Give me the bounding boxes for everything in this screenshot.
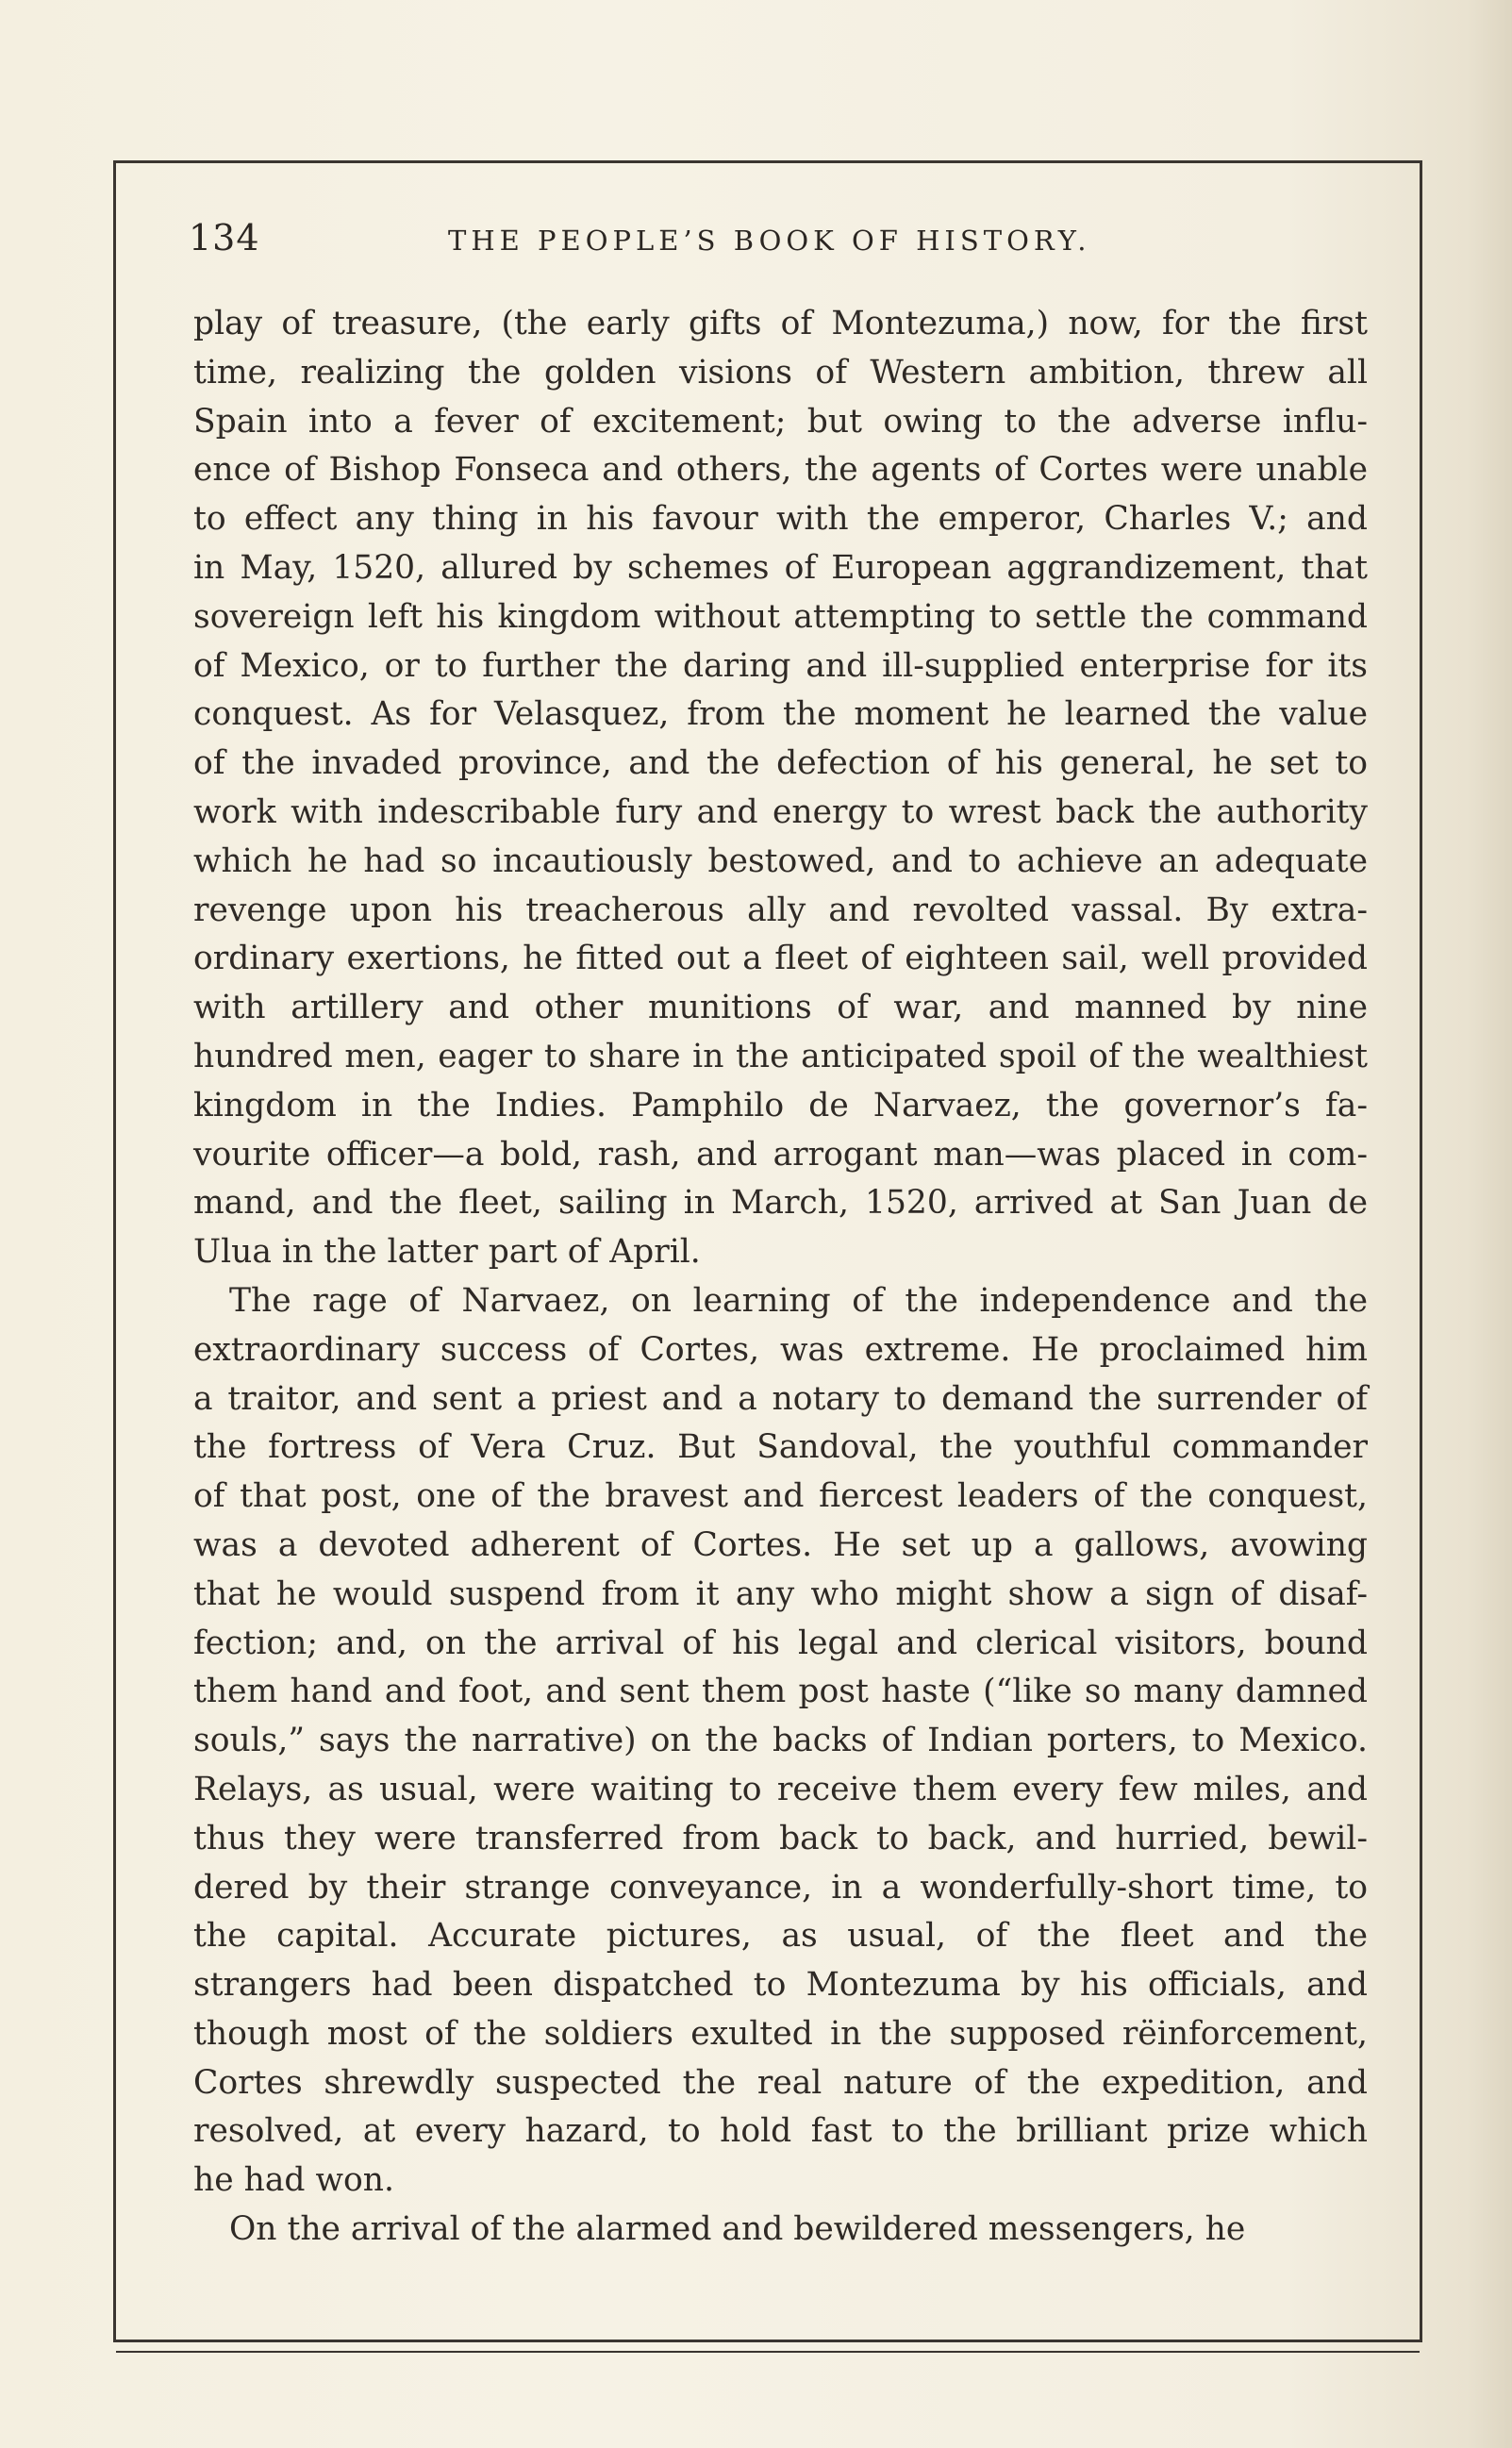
text-line: revenge upon his treacherous ally and revolted vassal. By extra-: [193, 891, 1368, 929]
text-line: them hand and foot, and sent them post haste (“like so many damned: [193, 1673, 1368, 1711]
text-line: vourite officer—a bold, rash, and arrogant man—was placed in com-: [193, 1135, 1368, 1174]
text-line: time, realizing the golden visions of Western ambition, threw all: [193, 353, 1368, 391]
text-line: mand, and the fleet, sailing in March, 1520, arrived at San Juan de: [193, 1184, 1368, 1223]
text-line: fection; and, on the arrival of his legal and clerical visitors, bound: [193, 1624, 1368, 1662]
text-line: to effect any thing in his favour with the emperor, Charles V.; and: [193, 500, 1368, 539]
text-line: thus they were transferred from back to back, and hurried, bewil-: [193, 1819, 1368, 1857]
text-line: which he had so incautiously bestowed, and to achieve an adequate: [193, 841, 1368, 880]
text-line: kingdom in the Indies. Pamphilo de Narvaez, the governor’s fa-: [193, 1086, 1368, 1124]
text-line: the capital. Accurate pictures, as usual, of the fleet and the: [193, 1917, 1368, 1956]
text-line: Cortes shrewdly suspected the real nature of the expedition, and: [193, 2063, 1368, 2102]
text-line: extraordinary success of Cortes, was extreme. He proclaimed him: [193, 1330, 1368, 1369]
text-line: in May, 1520, allured by schemes of European aggrandizement, that: [193, 548, 1368, 587]
text-line: was a devoted adherent of Cortes. He set up a gallows, avowing: [193, 1525, 1368, 1564]
text-line: play of treasure, (the early gifts of Montezuma,) now, for the first: [193, 305, 1368, 342]
text-line: conquest. As for Velasquez, from the moment he learned the value: [193, 695, 1368, 734]
text-line: dered by their strange conveyance, in a wonderfully-short time, to: [193, 1868, 1368, 1907]
text-line: The rage of Narvaez, on learning of the independence and the: [229, 1281, 1368, 1320]
text-line: he had won.: [193, 2161, 394, 2200]
text-line: souls,” says the narrative) on the backs of Indian porters, to Mexico.: [193, 1722, 1368, 1760]
text-line: ordinary exertions, he fitted out a fleet of eighteen sail, well provided: [193, 940, 1368, 978]
text-line: of that post, one of the bravest and fiercest leaders of the conquest,: [193, 1477, 1368, 1516]
text-line: strangers had been dispatched to Montezuma by his officials, and: [193, 1966, 1368, 2005]
text-line: sovereign left his kingdom without attempting to settle the command: [193, 597, 1368, 636]
text-line: with artillery and other munitions of war, and manned by nine: [193, 989, 1368, 1027]
text-line: Ulua in the latter part of April.: [193, 1233, 701, 1272]
text-line: ence of Bishop Fonseca and others, the agents of Cortes were unable: [193, 451, 1368, 490]
text-line: work with indescribable fury and energy to wrest back the authority: [193, 792, 1368, 831]
text-line: resolved, at every hazard, to hold fast to the brilliant prize which: [193, 2112, 1368, 2151]
text-line: that he would suspend from it any who might show a sign of disaf-: [193, 1574, 1368, 1613]
text-line: Relays, as usual, were waiting to receive them every few miles, and: [193, 1770, 1368, 1808]
text-line: hundred men, eager to share in the anticipated spoil of the wealthiest: [193, 1037, 1368, 1075]
text-line: Spain into a fever of excitement; but owing to the adverse influ-: [193, 402, 1368, 441]
page-number: 134: [189, 217, 260, 258]
running-head: [189, 217, 1349, 274]
text-line: On the arrival of the alarmed and bewildered messengers, he: [229, 2210, 1246, 2249]
text-line: a traitor, and sent a priest and a notary to demand the surrender of: [193, 1379, 1368, 1418]
text-line: the fortress of Vera Cruz. But Sandoval, the youthful commander: [193, 1428, 1368, 1467]
text-line: though most of the soldiers exulted in the supposed rëinforcement,: [193, 2014, 1368, 2053]
running-title: THE PEOPLE’S BOOK OF HISTORY.: [448, 225, 1091, 257]
text-line: of the invaded province, and the defection of his general, he set to: [193, 744, 1368, 783]
text-line: of Mexico, or to further the daring and ill-supplied enterprise for its: [193, 646, 1368, 685]
body-text: [193, 300, 1368, 2255]
